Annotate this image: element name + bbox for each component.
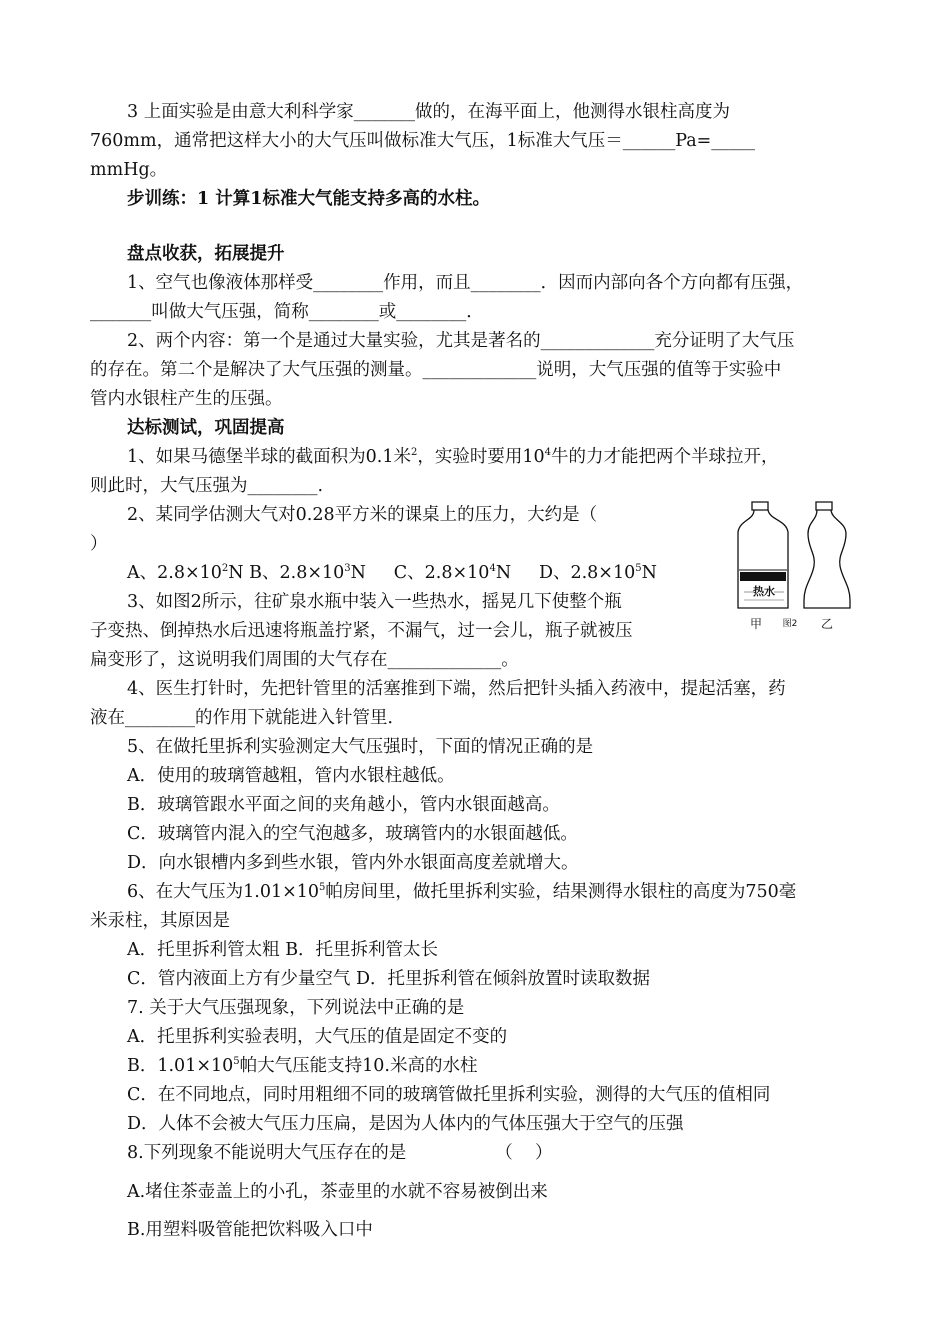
text-line: 760mm，通常把这样大小的大气压叫做标准大气压，1标准大气压＝______Pa=_____	[90, 131, 756, 151]
option: B．$1.01\times 10^5$帕大气压能支持10.米高的水柱	[127, 1056, 478, 1076]
question-4: 4、医生打针时，先把针管里的活塞推到下端，然后把针头插入药液中，提起活塞，药	[127, 679, 786, 699]
option: C．管内液面上方有少量空气 D．托里拆利管在倾斜放置时读取数据	[127, 969, 650, 989]
text-line: 液在________的作用下就能进入针管里．	[90, 708, 405, 728]
section-heading: 达标测试，巩固提高	[127, 418, 285, 438]
option: A.堵住茶壶盖上的小孔，茶壶里的水就不容易被倒出来	[127, 1182, 548, 1202]
bottle-yi	[804, 502, 850, 608]
question-2-options: A、$2.8\times 10^2N$ B、$2.8\times 10^3N$ C、$2.8\times 10^4N$ D、$2.8\times 10^5N$	[127, 563, 657, 583]
question-6: 6、在大气压为$1.01\times 10^5$帕房间里，做托里拆利实验，结果测得水银柱的高度为750毫	[127, 882, 797, 902]
label-jia: 甲	[749, 617, 763, 631]
question-3: 3、如图2所示，往矿泉水瓶中装入一些热水，摇晃几下使整个瓶	[127, 592, 622, 612]
option: A．托里拆利管太粗 B．托里拆利管太长	[127, 940, 439, 960]
text-line: 1、空气也像液体那样受________作用，而且________．因而内部向各个方向都有压强，	[127, 273, 804, 293]
text-line: 米汞柱，其原因是	[90, 911, 230, 931]
section-heading: 盘点收获，拓展提升	[127, 244, 285, 264]
text-line: 管内水银柱产生的压强。	[90, 389, 283, 409]
question-1: 1、如果马德堡半球的截面积为0.1米$^2$，实验时要用$10^4$牛的力才能把两个半球拉开，	[127, 447, 779, 467]
text-line: 2、两个内容：第一个是通过大量实验，尤其是著名的_____________充分证明了大气压	[127, 331, 795, 351]
text-line: mmHg。	[90, 160, 168, 180]
exercise-heading: 步训练：1 计算1标准大气能支持多高的水柱。	[127, 189, 490, 209]
text-line: 扁变形了，这说明我们周围的大气存在_____________。	[90, 650, 519, 670]
option: B．玻璃管跟水平面之间的夹角越小，管内水银面越高。	[127, 795, 560, 815]
question-5: 5、在做托里拆利实验测定大气压强时，下面的情况正确的是	[127, 737, 594, 757]
text-line: 则此时，大气压强为________.	[90, 476, 324, 496]
option: D．向水银槽内多到些水银，管内外水银面高度差就增大。	[127, 853, 579, 873]
label-yi: 乙	[820, 617, 834, 631]
text-line: 3 上面实验是由意大利科学家_______做的，在海平面上，他测得水银柱高度为	[127, 102, 730, 122]
option: C．玻璃管内混入的空气泡越多，玻璃管内的水银面越低。	[127, 824, 578, 844]
text-line: 的存在。第二个是解决了大气压强的测量。_____________说明，大气压强的值等于实验中	[90, 360, 782, 380]
text-line: 子变热、倒掉热水后迅速将瓶盖拧紧，不漏气，过一会儿，瓶子就被压	[90, 621, 633, 641]
question-8: 8.下列现象不能说明大气压存在的是 （ ）	[127, 1143, 553, 1163]
option: D．人体不会被大气压力压扁，是因为人体内的气体压强大于空气的压强	[127, 1114, 684, 1134]
question-7: 7. 关于大气压强现象，下列说法中正确的是	[127, 998, 465, 1018]
question-2: 2、某同学估测大气对0.28平方米的课桌上的压力，大约是（	[127, 505, 598, 525]
bottle-figure	[730, 496, 866, 636]
option: C．在不同地点，同时用粗细不同的玻璃管做托里拆利实验，测得的大气压的值相同	[127, 1085, 771, 1105]
figure-caption: 图2	[782, 619, 798, 629]
hot-water-label: 热水	[753, 585, 775, 598]
option: A．使用的玻璃管越粗，管内水银柱越低。	[127, 766, 455, 786]
option: B.用塑料吸管能把饮料吸入口中	[127, 1220, 373, 1240]
text-line: ）	[90, 534, 108, 554]
option: A．托里拆利实验表明，大气压的值是固定不变的	[127, 1027, 508, 1047]
text-line: _______叫做大气压强，简称________或________．	[90, 302, 484, 322]
